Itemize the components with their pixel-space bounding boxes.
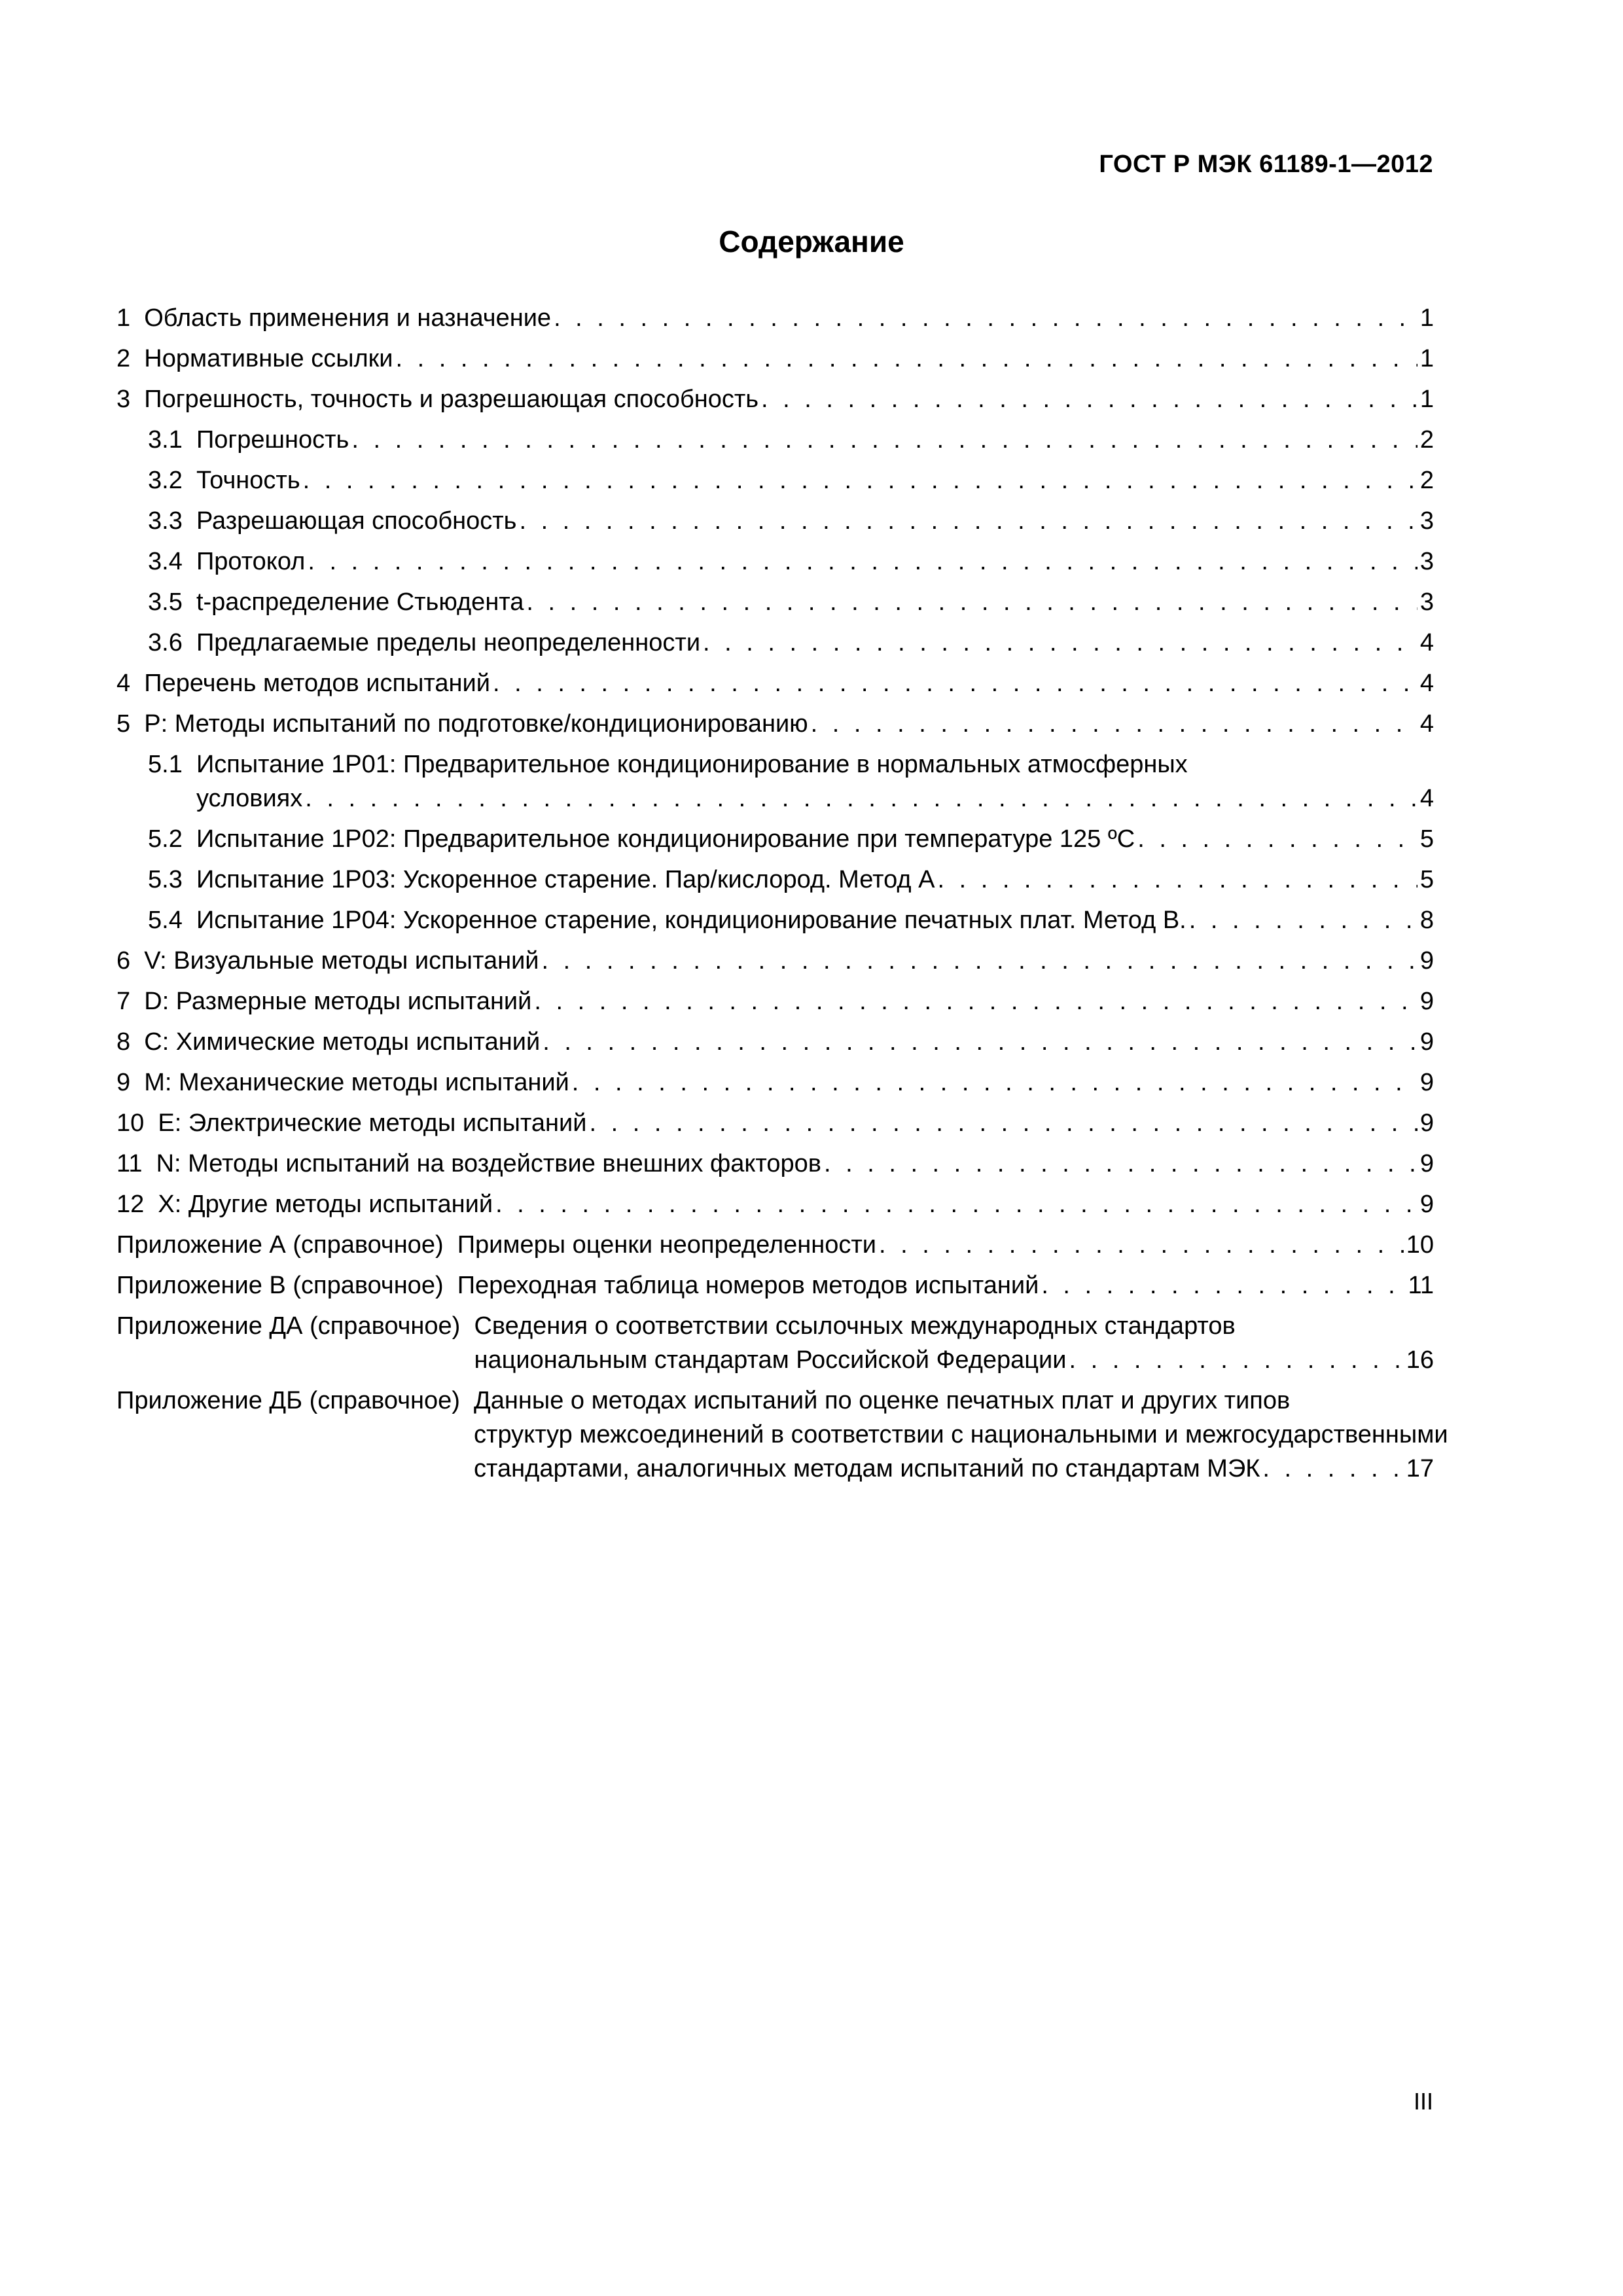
toc-leader-dots (879, 1228, 1404, 1262)
toc-entry-title: Испытание 1P04: Ускоренное старение, кондиционирование печатных плат. Метод В. (196, 906, 1186, 934)
toc-entry[interactable] (116, 1147, 1434, 1181)
toc-page-number: 3 (1419, 507, 1434, 535)
toc-page-number: 4 (1419, 670, 1434, 697)
toc-entry-number: 3.4 (148, 548, 196, 575)
toc-page-number: 4 (1419, 629, 1434, 656)
toc-entry-number: 5 (116, 710, 145, 738)
toc-entry-title-line: структур межсоединений в соответствии с национальными и межгосударственными (474, 1421, 1448, 1448)
toc-page-number: 9 (1419, 1028, 1434, 1056)
toc-leader-dots (703, 626, 1418, 660)
toc-entry-number: Приложение А (справочное) (116, 1231, 457, 1259)
toc-page-number: 2 (1419, 426, 1434, 454)
page-number: III (1413, 2088, 1433, 2115)
toc-entry[interactable] (116, 944, 1434, 978)
toc-leader-dots (351, 423, 1418, 457)
toc-entry[interactable] (116, 863, 1434, 897)
toc-entry-title: Протокол (196, 548, 306, 575)
toc-page-number: 11 (1408, 1272, 1434, 1299)
toc-entry[interactable] (116, 984, 1434, 1018)
toc-entry-number: 3.3 (148, 507, 196, 535)
toc-entry-number: 11 (116, 1150, 156, 1177)
toc-entry-title-line: Испытание 1P01: Предварительное кондиционирование в нормальных атмосферных (196, 751, 1188, 778)
toc-entry-number: 3.2 (148, 467, 196, 494)
toc-page-number: 9 (1419, 1150, 1434, 1177)
toc-entry[interactable] (116, 382, 1434, 416)
toc-leader-dots (589, 1106, 1417, 1140)
toc-entry-number: 3.6 (148, 629, 196, 656)
toc-page-number: 3 (1419, 588, 1434, 616)
toc-entry-title: t-распределение Стьюдента (196, 588, 524, 616)
toc-page-number: 1 (1419, 345, 1434, 372)
toc-entry[interactable] (116, 342, 1434, 376)
toc-entry[interactable] (116, 1228, 1434, 1262)
toc-entry-number: Приложение ДА (справочное) (116, 1312, 474, 1340)
toc-entry[interactable] (116, 423, 1434, 457)
toc-entry[interactable] (116, 707, 1434, 741)
page-title: Содержание (719, 224, 904, 259)
toc-entry-number: 9 (116, 1069, 145, 1096)
toc-entry-number: 8 (116, 1028, 145, 1056)
toc-entry-title-line: Данные о методах испытаний по оценке печатных плат и других типов (474, 1387, 1291, 1414)
toc-page-number: 1 (1419, 304, 1434, 332)
toc-leader-dots (761, 382, 1418, 416)
toc-leader-dots (396, 342, 1418, 376)
toc-page-number: 5 (1419, 825, 1434, 853)
toc-leader-dots (543, 1025, 1418, 1059)
toc-page-number: 10 (1406, 1231, 1434, 1259)
toc-entry-title: M: Механические методы испытаний (144, 1069, 569, 1096)
toc-entry-number: 5.4 (148, 906, 196, 934)
toc-entry-number: Приложение ДБ (справочное) (116, 1387, 474, 1414)
table-of-contents (116, 295, 1448, 1486)
toc-page-number: 3 (1419, 548, 1434, 575)
toc-page-number: 9 (1419, 1109, 1434, 1137)
toc-entry[interactable] (116, 1025, 1434, 1059)
toc-entry-title: N: Методы испытаний на воздействие внешних факторов (156, 1150, 821, 1177)
toc-leader-dots (534, 984, 1417, 1018)
toc-entry-number: 3 (116, 386, 145, 413)
toc-entry-number: 6 (116, 947, 145, 975)
toc-entry-title: Погрешность, точность и разрешающая способность (144, 386, 759, 413)
toc-page-number: 1 (1419, 386, 1434, 413)
toc-leader-dots (526, 585, 1417, 619)
toc-entry-title: условиях (196, 785, 303, 812)
toc-entry-title: Примеры оценки неопределенности (457, 1231, 877, 1259)
toc-entry[interactable] (116, 1309, 1434, 1377)
toc-page-number: 4 (1419, 710, 1434, 738)
toc-entry-number: 3.1 (148, 426, 196, 454)
toc-entry[interactable] (116, 903, 1434, 937)
toc-entry-title: D: Размерные методы испытаний (144, 988, 532, 1015)
toc-entry[interactable] (116, 1106, 1434, 1140)
toc-entry-title: Нормативные ссылки (144, 345, 393, 372)
toc-leader-dots (519, 504, 1417, 538)
toc-page-number: 17 (1406, 1455, 1434, 1482)
toc-leader-dots (1041, 1268, 1405, 1302)
toc-entry[interactable] (116, 1187, 1434, 1221)
toc-leader-dots (493, 666, 1418, 700)
toc-page-number: 4 (1419, 785, 1434, 812)
toc-leader-dots (572, 1066, 1418, 1100)
toc-page-number: 5 (1419, 866, 1434, 893)
toc-entry[interactable] (116, 504, 1434, 538)
toc-entry[interactable] (116, 666, 1434, 700)
toc-leader-dots (824, 1147, 1418, 1181)
document-header: ГОСТ Р МЭК 61189-1—2012 (1099, 151, 1433, 178)
toc-entry[interactable] (116, 822, 1434, 856)
toc-entry-title: Точность (196, 467, 300, 494)
toc-page-number: 2 (1419, 467, 1434, 494)
toc-entry-title: Испытание 1P03: Ускоренное старение. Пар/кислород. Метод А (196, 866, 935, 893)
toc-page-number: 9 (1419, 1191, 1434, 1218)
toc-leader-dots (303, 463, 1418, 497)
toc-entry-title: Предлагаемые пределы неопределенности (196, 629, 701, 656)
toc-entry-number: 2 (116, 345, 145, 372)
toc-entry-title: Разрешающая способность (196, 507, 517, 535)
toc-entry-title: стандартами, аналогичных методам испытаний по стандартам МЭК (474, 1455, 1260, 1482)
toc-entry[interactable] (116, 301, 1434, 335)
toc-entry-number: 10 (116, 1109, 158, 1137)
toc-leader-dots (1137, 822, 1418, 856)
toc-entry[interactable] (116, 463, 1434, 497)
toc-entry-number: 7 (116, 988, 145, 1015)
toc-entry-title: национальным стандартам Российской Федерации (474, 1346, 1067, 1374)
toc-entry[interactable] (116, 626, 1434, 660)
toc-entry-title: V: Визуальные методы испытаний (144, 947, 539, 975)
toc-page-number: 16 (1406, 1346, 1434, 1374)
toc-entry-number: Приложение В (справочное) (116, 1272, 457, 1299)
toc-entry-title: Испытание 1P02: Предварительное кондиционирование при температуре 125 ºC (196, 825, 1135, 853)
toc-entry[interactable] (116, 747, 1434, 816)
toc-entry-title: Перечень методов испытаний (144, 670, 490, 697)
toc-leader-dots (1262, 1452, 1403, 1486)
toc-entry-number: 5.2 (148, 825, 196, 853)
toc-leader-dots (308, 545, 1418, 579)
toc-entry-title: P: Методы испытаний по подготовке/кондиционированию (144, 710, 808, 738)
toc-entry[interactable] (116, 1268, 1434, 1302)
toc-leader-dots (1189, 903, 1418, 937)
toc-entry-title: Область применения и назначение (144, 304, 552, 332)
toc-entry-number: 12 (116, 1191, 158, 1218)
toc-entry-title: E: Электрические методы испытаний (158, 1109, 587, 1137)
toc-page-number: 9 (1419, 947, 1434, 975)
toc-page-number: 9 (1419, 1069, 1434, 1096)
toc-entry-title: Переходная таблица номеров методов испытаний (457, 1272, 1039, 1299)
toc-leader-dots (811, 707, 1418, 741)
toc-entry-number: 3.5 (148, 588, 196, 616)
toc-page-number: 8 (1419, 906, 1434, 934)
toc-entry-number: 5.1 (148, 751, 196, 778)
toc-leader-dots (305, 781, 1418, 816)
toc-entry-number: 5.3 (148, 866, 196, 893)
toc-entry-number: 1 (116, 304, 145, 332)
toc-page-number: 9 (1419, 988, 1434, 1015)
toc-entry-title: C: Химические методы испытаний (144, 1028, 541, 1056)
toc-entry-title: X: Другие методы испытаний (158, 1191, 493, 1218)
toc-leader-dots (495, 1187, 1418, 1221)
toc-entry-title-line: Сведения о соответствии ссылочных международных стандартов (474, 1312, 1236, 1340)
toc-entry[interactable] (116, 585, 1434, 619)
toc-leader-dots (1069, 1343, 1404, 1377)
toc-entry-title: Погрешность (196, 426, 349, 454)
toc-leader-dots (554, 301, 1418, 335)
toc-entry-number: 4 (116, 670, 145, 697)
toc-entry[interactable] (116, 545, 1434, 579)
toc-entry[interactable] (116, 1384, 1448, 1486)
toc-entry[interactable] (116, 1066, 1434, 1100)
toc-leader-dots (542, 944, 1418, 978)
toc-leader-dots (937, 863, 1417, 897)
